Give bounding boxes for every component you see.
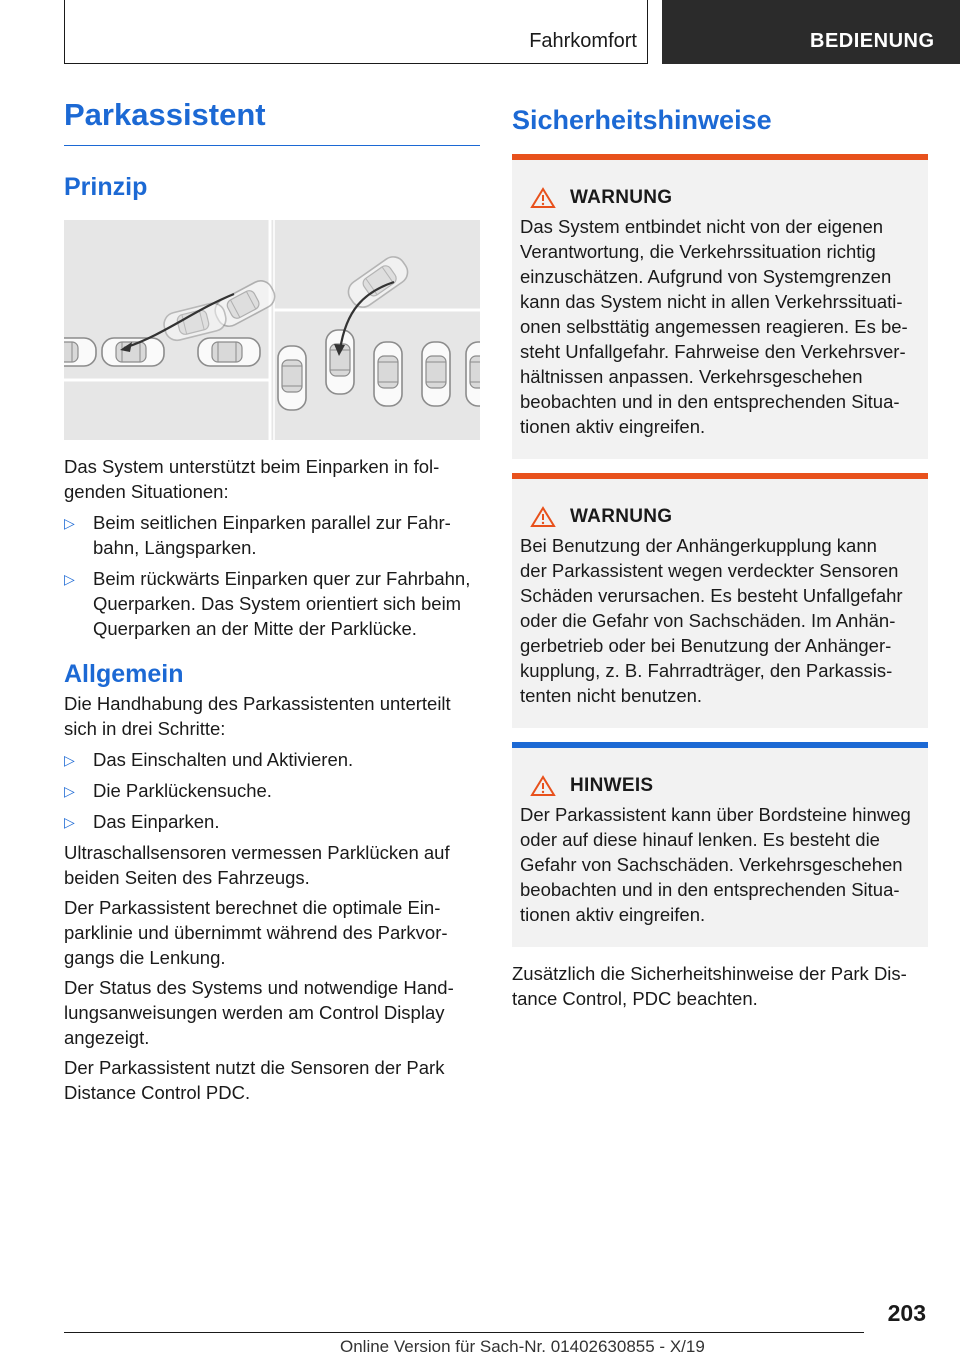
warning-triangle-icon xyxy=(530,506,556,528)
section-tab xyxy=(64,0,648,64)
body-paragraph: Der Parkassistent berechnet die optimale Ein- parklinie und übernimmt während des Parkvor- gangs die Lenkung. xyxy=(64,897,448,969)
chapter-title: BEDIENUNG xyxy=(810,30,935,52)
page-number: 203 xyxy=(887,1300,926,1326)
warning-text: Das System entbindet nicht von der eigenen Verantwortung, die Verkehrssituation richtig einzuschätzen. Aufgrund von Systemgrenzen kann das System nicht in allen Verkehrssituati- onen selbsttätig angemessen reagieren. Es be- steht Unfallgefahr. Fahrweise den Verkehrsver- hältnissen anpassen. Verkehrsgeschehen beobachten und in den entsprechenden Situa- tionen aktiv eingreifen. xyxy=(520,216,908,438)
triangle-bullet-icon: ▷ xyxy=(64,814,75,831)
notice-text: Der Parkassistent kann über Bordsteine hinweg oder auf diese hinauf lenken. Es besteht die Gefahr von Sachschäden. Verkehrsgeschehen beobachten und in den entsprechenden Situa- tionen aktiv eingreifen. xyxy=(520,804,911,926)
list-item-text: Die Parklückensuche. xyxy=(93,780,272,802)
triangle-bullet-icon: ▷ xyxy=(64,515,75,532)
prinzip-heading: Prinzip xyxy=(64,173,148,202)
list-item xyxy=(64,566,480,641)
parking-diagram xyxy=(64,220,480,440)
warning-box xyxy=(512,154,928,459)
footer-divider xyxy=(64,1332,864,1333)
notice-triangle-icon xyxy=(530,775,556,797)
allgemein-list xyxy=(64,747,480,834)
body-paragraph: Ultraschallsensoren vermessen Parklücken auf beiden Seiten des Fahrzeugs. xyxy=(64,842,450,889)
list-item xyxy=(64,778,480,803)
left-column xyxy=(64,96,480,1105)
warning-text: Bei Benutzung der Anhängerkupplung kann der Parkassistent wegen verdeckter Sensoren Schäden verursachen. Es besteht Unfallgefahr oder die Gefahr von Sachschäden. Im Anhän- gerbetrieb oder bei Benutzung der Anhänger- kupplung, z. B. Fahrradträger, den Parkassis- tenten nicht benutzen. xyxy=(520,535,903,707)
triangle-bullet-icon: ▷ xyxy=(64,783,75,800)
footer-version: Online Version für Sach-Nr. 01402630855 - X/19 xyxy=(340,1337,705,1356)
body-paragraph: Der Parkassistent nutzt die Sensoren der Park Distance Control PDC. xyxy=(64,1057,445,1104)
warning-label: WARNUNG xyxy=(570,506,673,528)
allgemein-intro: Die Handhabung des Parkassistenten unterteilt sich in drei Schritte: xyxy=(64,693,451,740)
notice-box xyxy=(512,742,928,947)
list-item xyxy=(64,510,480,560)
right-column xyxy=(512,96,928,1011)
prinzip-intro-text: Das System unterstützt beim Einparken in fol- genden Situationen: xyxy=(64,456,440,503)
allgemein-heading: Allgemein xyxy=(64,660,184,689)
list-item xyxy=(64,747,480,772)
safety-title: Sicherheitshinweise xyxy=(512,105,772,135)
list-item-text: Das Einparken. xyxy=(93,811,220,833)
list-item xyxy=(64,809,480,834)
body-paragraph: Der Status des Systems und notwendige Hand- lungsanweisungen werden am Control Display angezeigt. xyxy=(64,977,454,1049)
prinzip-list xyxy=(64,510,480,641)
chapter-tab xyxy=(662,0,960,64)
list-item-text: Das Einschalten und Aktivieren. xyxy=(93,749,354,771)
notice-label: HINWEIS xyxy=(570,775,654,797)
closing-note: Zusätzlich die Sicherheitshinweise der Park Dis- tance Control, PDC beachten. xyxy=(512,963,907,1010)
warning-triangle-icon xyxy=(530,187,556,209)
list-item-text: Beim rückwärts Einparken quer zur Fahrbahn, Querparken. Das System orientiert sich beim Querparken an der Mitte der Parklücke. xyxy=(93,568,471,640)
triangle-bullet-icon: ▷ xyxy=(64,571,75,588)
list-item-text: Beim seitlichen Einparken parallel zur Fahr- bahn, Längsparken. xyxy=(93,512,451,559)
warning-box xyxy=(512,473,928,728)
triangle-bullet-icon: ▷ xyxy=(64,752,75,769)
page-title: Parkassistent xyxy=(64,96,480,146)
prinzip-intro xyxy=(64,454,480,504)
section-title: Fahrkomfort xyxy=(529,30,637,52)
parking-illustration xyxy=(64,220,480,440)
warning-label: WARNUNG xyxy=(570,187,673,209)
page-header xyxy=(0,0,960,66)
